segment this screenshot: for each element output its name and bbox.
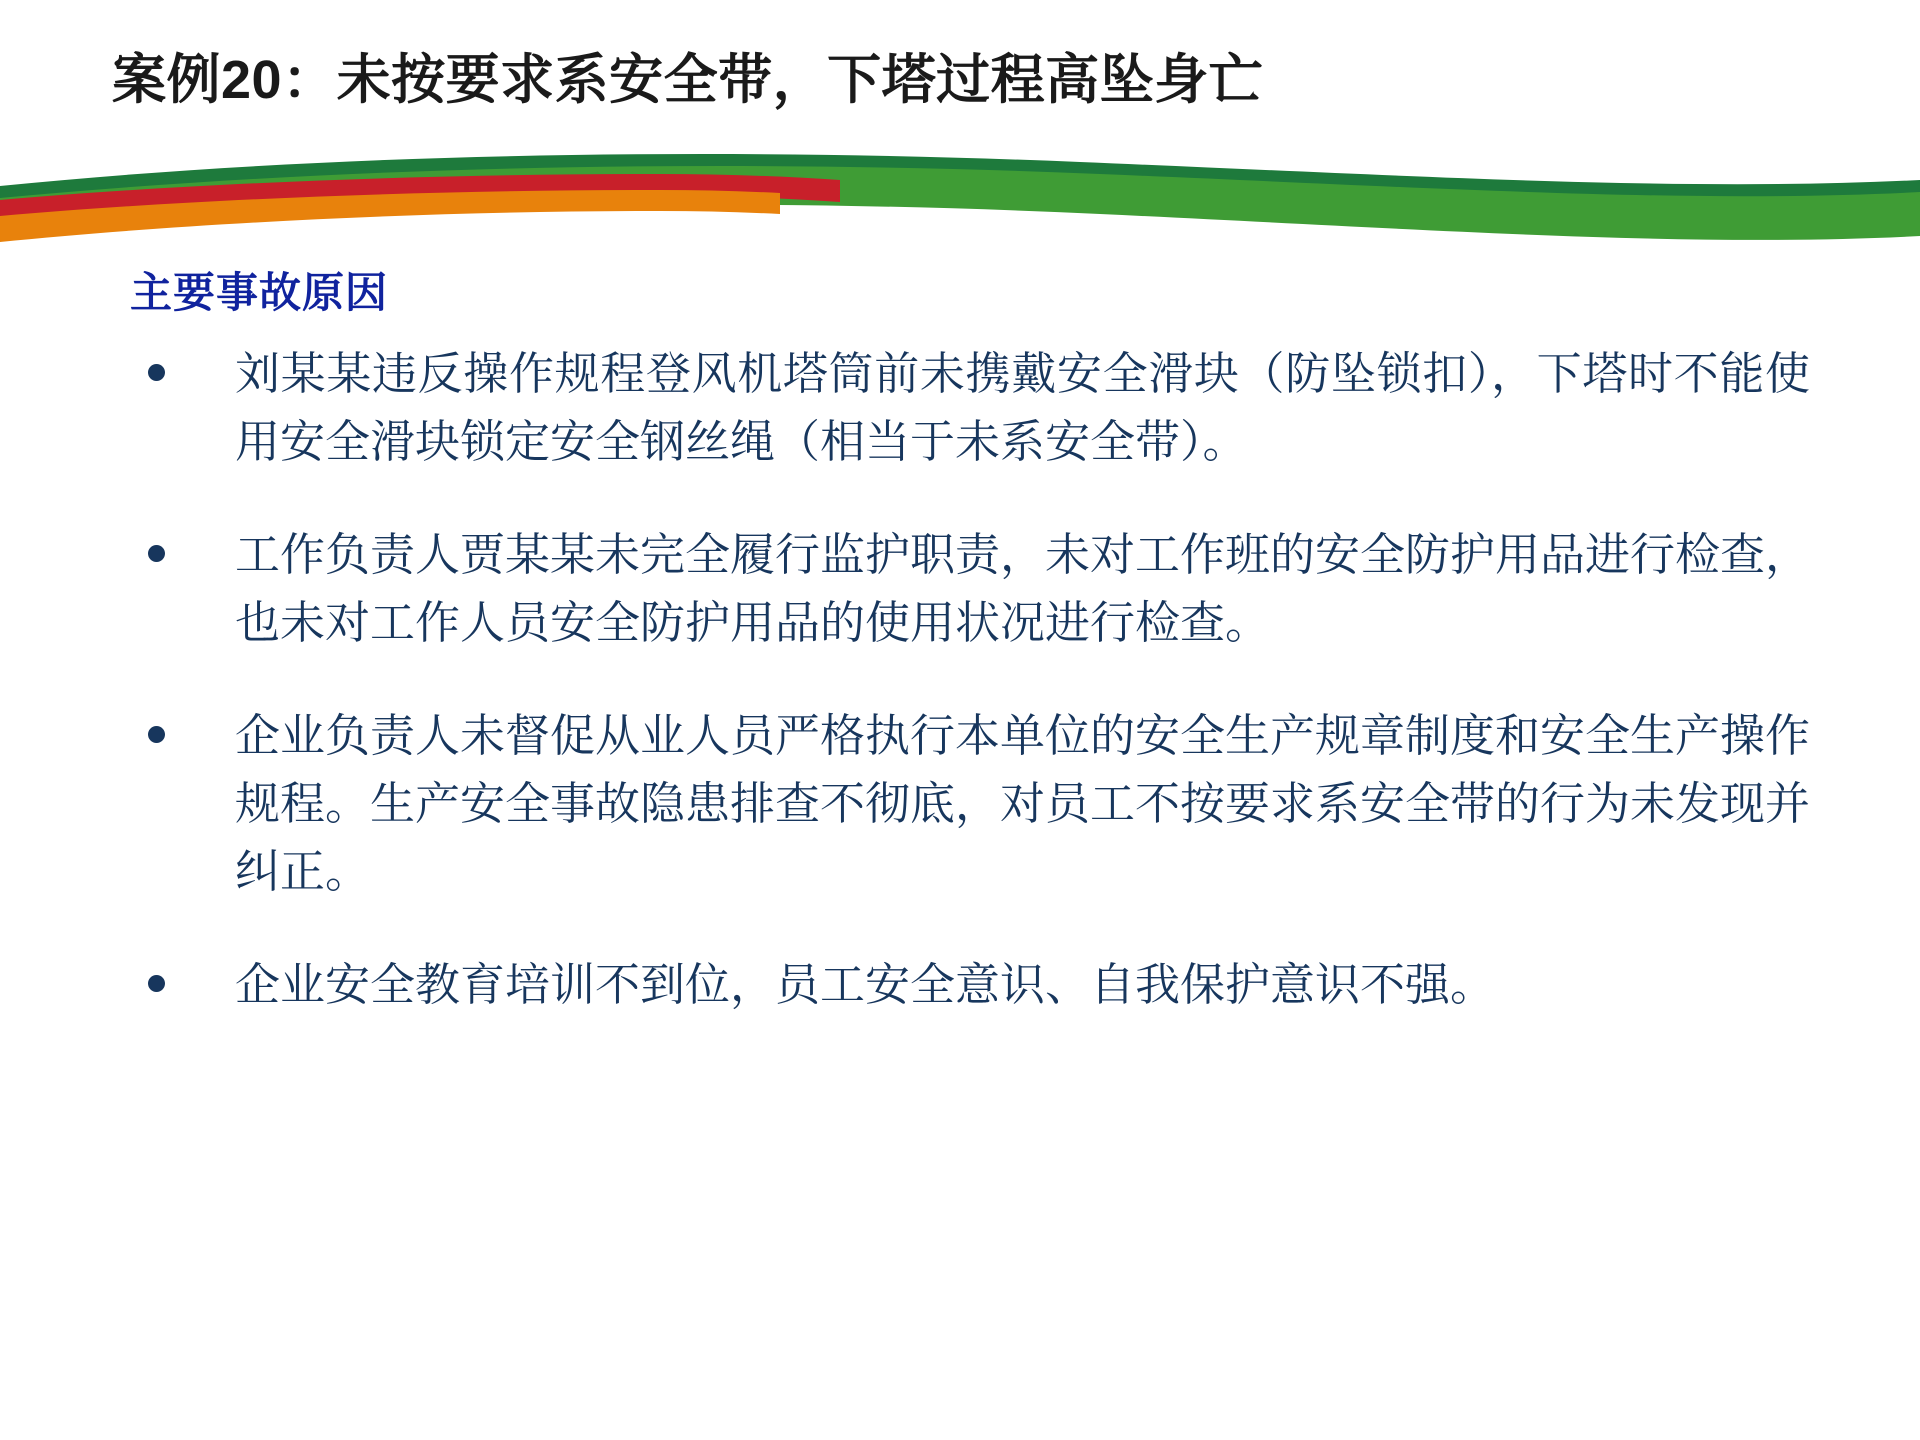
- list-item-text: 企业负责人未督促从业人员严格执行本单位的安全生产规章制度和安全生产操作规程。生产安全事故隐患排查不彻底，对员工不按要求系安全带的行为未发现并纠正。: [235, 708, 1811, 899]
- band-orange-stroke: [0, 190, 780, 242]
- bullet-dot-icon: [148, 975, 165, 992]
- list-item: [130, 702, 1810, 907]
- decorative-swoosh-band: [0, 140, 1920, 255]
- section-heading: 主要事故原因: [130, 269, 389, 316]
- list-item: [130, 521, 1810, 658]
- list-item: [130, 951, 1810, 1019]
- list-item: [130, 340, 1810, 477]
- list-item-text: 工作负责人贾某某未完全履行监护职责，未对工作班的安全防护用品进行检查，也未对工作人员安全防护用品的使用状况进行检查。: [235, 527, 1811, 650]
- band-dark-green-stroke: [0, 154, 1920, 216]
- cause-list: [130, 340, 1810, 1019]
- list-item-text: 刘某某违反操作规程登风机塔筒前未携戴安全滑块（防坠锁扣），下塔时不能使用安全滑块锁定安全钢丝绳（相当于未系安全带）。: [235, 347, 1810, 469]
- band-red-stroke: [0, 174, 840, 226]
- bullet-dot-icon: [148, 545, 165, 562]
- page-title: 案例20：未按要求系安全带，下塔过程高坠身亡: [112, 50, 1264, 110]
- list-item-text: 企业安全教育培训不到位，员工安全意识、自我保护意识不强。: [235, 957, 1496, 1011]
- bullet-dot-icon: [148, 364, 165, 381]
- bullet-dot-icon: [148, 726, 165, 743]
- band-green-stroke: [0, 166, 1920, 240]
